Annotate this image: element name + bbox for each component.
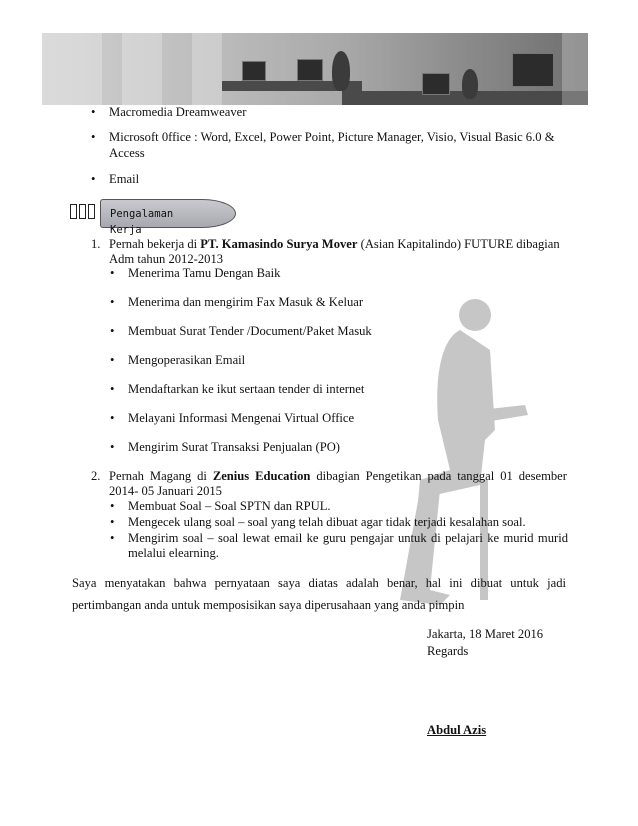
task-label: Membuat Soal – Soal SPTN dan RPUL. [128, 499, 331, 513]
bullet-icon: • [110, 266, 115, 280]
regards-text: Regards [427, 644, 469, 658]
task-label: Menerima Tamu Dengan Baik [128, 266, 281, 280]
bullet-icon: • [110, 411, 115, 425]
section-title-line: Pengalaman [110, 208, 174, 220]
skill-label: Email [109, 172, 140, 186]
bullet-icon: • [110, 295, 115, 309]
statement-line: Saya menyatakan bahwa pernyataan saya diatas adalah benar, hal ini dibuat untuk jadi [72, 576, 566, 590]
skill-label-continuation: Access [109, 146, 145, 160]
task-label: Mengirim Surat Transaksi Penjualan (PO) [128, 440, 340, 454]
experience-period: Adm tahun 2012-2013 [109, 252, 224, 266]
experience-heading [109, 237, 565, 252]
bullet-icon: • [110, 515, 115, 529]
task-label: Menerima dan mengirim Fax Masuk & Keluar [128, 295, 364, 309]
bullet-icon: • [91, 172, 96, 186]
header-banner-image [42, 33, 588, 105]
experience-heading [109, 469, 567, 484]
bullet-icon: • [110, 382, 115, 396]
bullet-icon: • [110, 499, 115, 513]
section-title [110, 206, 180, 238]
task-label: Membuat Surat Tender /Document/Paket Masuk [128, 324, 372, 338]
task-label: Mengoperasikan Email [128, 353, 246, 367]
signatory-name: Abdul Azis [427, 723, 487, 737]
experience-text: Pernah Magang di [109, 469, 207, 483]
bullet-icon: • [91, 105, 96, 119]
company-name: Zenius Education [212, 469, 311, 483]
experience-period: 2014- 05 Januari 2015 [109, 484, 222, 498]
statement-line: pertimbangan anda untuk memposisikan saya diperusahaan yang anda pimpin [72, 598, 465, 612]
task-label: Mengecek ulang soal – soal yang telah dibuat agar tidak terjadi kesalahan soal. [128, 515, 526, 529]
seated-woman-watermark [380, 290, 530, 610]
company-name: PT. Kamasindo Surya Mover [200, 237, 358, 251]
section-title-line: Kerja [110, 224, 142, 236]
place-date: Jakarta, 18 Maret 2016 [427, 627, 544, 641]
task-label: Mendaftarkan ke ikut sertaan tender di internet [128, 382, 365, 396]
skill-label: Macromedia Dreamweaver [109, 105, 247, 119]
bullet-icon: • [110, 353, 115, 367]
experience-text: (Asian Kapitalindo) FUTURE dibagian [360, 237, 560, 251]
bullet-icon: • [110, 531, 115, 545]
task-label: Mengirim soal – soal lewat email ke guru pengajar untuk di pelajari ke murid murid [128, 531, 568, 545]
bullet-icon: • [110, 440, 115, 454]
experience-text: dibagian Pengetikan pada tanggal 01 desember [316, 469, 567, 483]
experience-text: Pernah bekerja di [109, 237, 198, 251]
skill-label: Microsoft 0ffice : Word, Excel, Power Point, Picture Manager, Visio, Visual Basic 6.0 & [109, 130, 555, 144]
list-number: 2. [91, 469, 101, 483]
task-label: Melayani Informasi Mengenai Virtual Office [128, 411, 355, 425]
task-label-continuation: melalui elearning. [128, 546, 219, 560]
bullet-icon: • [110, 324, 115, 338]
list-number: 1. [91, 237, 101, 251]
bullet-icon: • [91, 130, 96, 144]
